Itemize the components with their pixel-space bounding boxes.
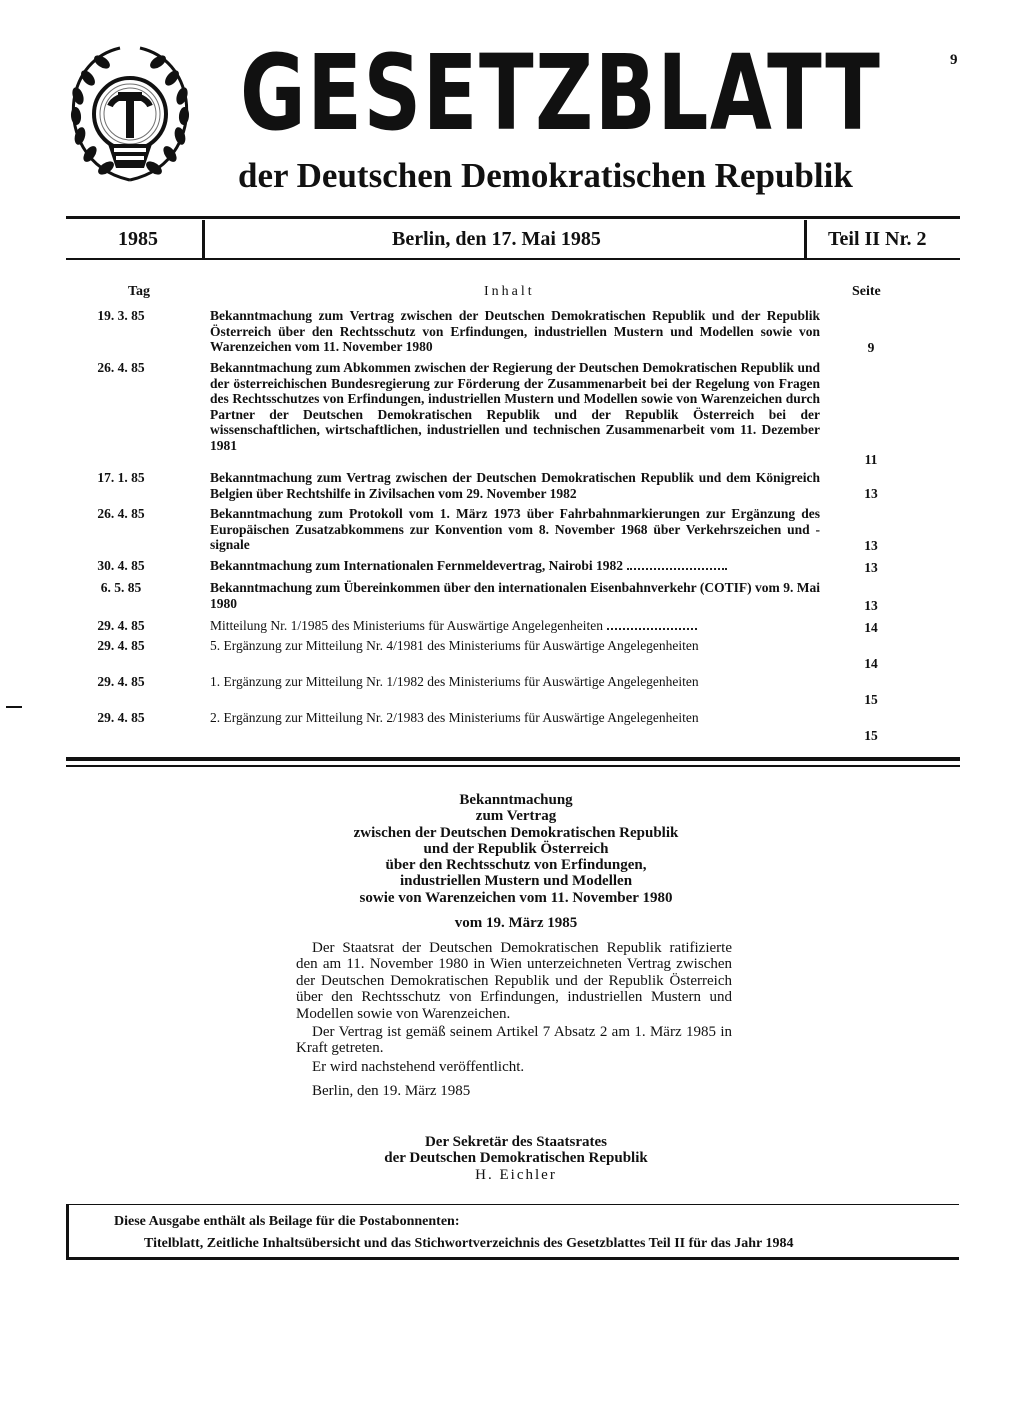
masthead-subtitle: der Deutschen Demokratischen Republik [238, 156, 853, 195]
entry-title: Bekanntmachung zum Abkommen zwischen der Regierung der Deutschen Demokratischen Republik und der österreichischen Bundesregierung zur Förderung der Zusammenarbeit bei der Regelung von Fragen des Rechtsschutzes von Erfindungen, industriellen Mustern und Modellen sowie von Warenzeichen durch Partner der Deutschen Demokratischen Republik und der Republik Österreich bei der wissenschaftlichen, wirtschaftlichen, industriellen und technischen Zusammenarbeit vom 11. Dezember 1981 [210, 360, 820, 453]
entry-date: 19. 3. 85 [97, 308, 145, 323]
contents-entry [66, 360, 960, 466]
contents-date-header: Tag [128, 284, 151, 299]
entry-page: 13 [864, 598, 878, 613]
contents-title-header: Inhalt [484, 284, 535, 299]
entry-page: 11 [864, 452, 878, 467]
entry-date: 29. 4. 85 [97, 618, 145, 633]
announcement-body [296, 940, 732, 1100]
entry-title: 2. Ergänzung zur Mitteilung Nr. 2/1983 des Ministeriums für Auswärtige Angelegenheiten [210, 710, 699, 725]
page-number: 9 [950, 52, 958, 68]
heading-line: sowie von Warenzeichen vom 11. November 1980 [359, 889, 673, 906]
entry-date: 29. 4. 85 [97, 710, 145, 725]
entry-page: 13 [864, 560, 878, 575]
heading-line: zwischen der Deutschen Demokratischen Republik [353, 824, 679, 841]
heading-line: zum Vertrag [475, 808, 557, 825]
contents-entry [66, 308, 960, 354]
contents-entry [66, 470, 960, 502]
entry-date: 30. 4. 85 [97, 558, 145, 573]
issue-year: 1985 [118, 228, 158, 250]
entry-title [210, 618, 820, 634]
place-date: Berlin, den 19. März 1985 [312, 1083, 471, 1100]
masthead-title: GESETZBLATT [240, 32, 882, 154]
announcement-date: vom 19. März 1985 [454, 915, 578, 931]
entry-page: 13 [864, 538, 878, 553]
entry-date: 17. 1. 85 [97, 470, 145, 485]
issue-divider [202, 220, 205, 258]
heading-line: über den Rechtsschutz von Erfindungen, [385, 857, 647, 874]
section-rule [66, 757, 960, 761]
announcement-heading [296, 792, 736, 906]
body-paragraph: Der Vertrag ist gemäß seinem Artikel 7 Absatz 2 am 1. März 1985 in Kraft getreten. [296, 1024, 732, 1057]
entry-page: 15 [864, 728, 878, 743]
issue-part-number: Teil II Nr. 2 [828, 228, 927, 250]
section-rule [66, 765, 960, 767]
entry-page: 13 [864, 486, 878, 501]
contents-page-header: Seite [852, 284, 881, 299]
entry-title: Bekanntmachung zum Übereinkommen über den internationalen Eisenbahnverkehr (COTIF) vom 9. Mai 1980 [210, 580, 820, 611]
contents-entry [66, 618, 960, 636]
supplement-notice-line: Diese Ausgabe enthält als Beilage für die Postabonnenten: [114, 1214, 460, 1229]
signature-title: Der Sekretär des Staatsrates [424, 1134, 608, 1150]
heading-line: Bekanntmachung [459, 792, 573, 808]
entry-title: Bekanntmachung zum Protokoll vom 1. März 1973 über Fahrbahnmarkierungen zur Ergänzung des Europäischen Zusatzabkommens zur Konvention vom 8. November 1968 über Verkehrszeichen und -signale [210, 506, 820, 552]
body-paragraph: Der Staatsrat der Deutschen Demokratischen Republik ratifizierte den am 11. November 1980 in Wien unterzeichneten Vertrag zwischen der Deutschen Demokratischen Republik und der Republik Österreich über den Rechtsschutz von Erfindungen, industriellen Mustern und Modellen sowie von Warenzeichen. [296, 940, 732, 1022]
entry-page: 9 [867, 340, 875, 355]
entry-page: 14 [864, 656, 878, 671]
contents-entry [66, 638, 960, 670]
entry-title-text: Bekanntmachung zum Internationalen Fernmeldevertrag, Nairobi 1982 [210, 558, 623, 573]
entry-title [210, 558, 820, 574]
body-paragraph: Er wird nachstehend veröffentlicht. [312, 1058, 525, 1075]
entry-title: 1. Ergänzung zur Mitteilung Nr. 1/1982 des Ministeriums für Auswärtige Angelegenheiten [210, 674, 699, 689]
supplement-notice-line: Titelblatt, Zeitliche Inhaltsübersicht und das Stichwortverzeichnis des Gesetzblattes Teil II für das Jahr 1984 [144, 1236, 794, 1251]
entry-title-text: Mitteilung Nr. 1/1985 des Ministeriums für Auswärtige Angelegenheiten [210, 618, 603, 633]
issue-divider [804, 220, 807, 258]
entry-date: 6. 5. 85 [100, 580, 142, 595]
signature-name: H. Eichler [475, 1166, 557, 1183]
issue-place-date: Berlin, den 17. Mai 1985 [392, 228, 601, 250]
heading-line: und der Republik Österreich [423, 840, 609, 857]
entry-date: 26. 4. 85 [97, 506, 145, 521]
contents-entry [66, 558, 960, 576]
contents-entry [66, 580, 960, 614]
signature-title: der Deutschen Demokratischen Republik [384, 1150, 648, 1167]
issue-bottom-rule [66, 258, 960, 260]
leader-dots [607, 626, 697, 630]
contents-entry [66, 506, 960, 554]
entry-page: 15 [864, 692, 878, 707]
leader-dots [627, 566, 727, 570]
heading-line: industriellen Mustern und Modellen [399, 873, 633, 890]
entry-title: Bekanntmachung zum Vertrag zwischen der Deutschen Demokratischen Republik und dem Königreich Belgien über Rechtshilfe in Zivilsachen vom 29. November 1982 [210, 470, 820, 501]
contents-entry [66, 710, 960, 744]
contents-entry [66, 674, 960, 706]
ddr-state-emblem-icon [64, 40, 196, 186]
entry-date: 29. 4. 85 [97, 674, 145, 689]
issue-top-rule [66, 216, 960, 219]
margin-mark [6, 706, 22, 708]
entry-date: 26. 4. 85 [97, 360, 145, 375]
signature-block [296, 1134, 736, 1183]
entry-title: 5. Ergänzung zur Mitteilung Nr. 4/1981 des Ministeriums für Auswärtige Angelegenheiten [210, 638, 699, 653]
entry-date: 29. 4. 85 [97, 638, 145, 653]
entry-title: Bekanntmachung zum Vertrag zwischen der Deutschen Demokratischen Republik und der Republik Österreich über den Rechtsschutz von Erfindungen, industriellen Mustern und Modellen sowie von Warenzeichen vom 11. November 1980 [210, 308, 820, 354]
entry-page: 14 [864, 620, 878, 635]
